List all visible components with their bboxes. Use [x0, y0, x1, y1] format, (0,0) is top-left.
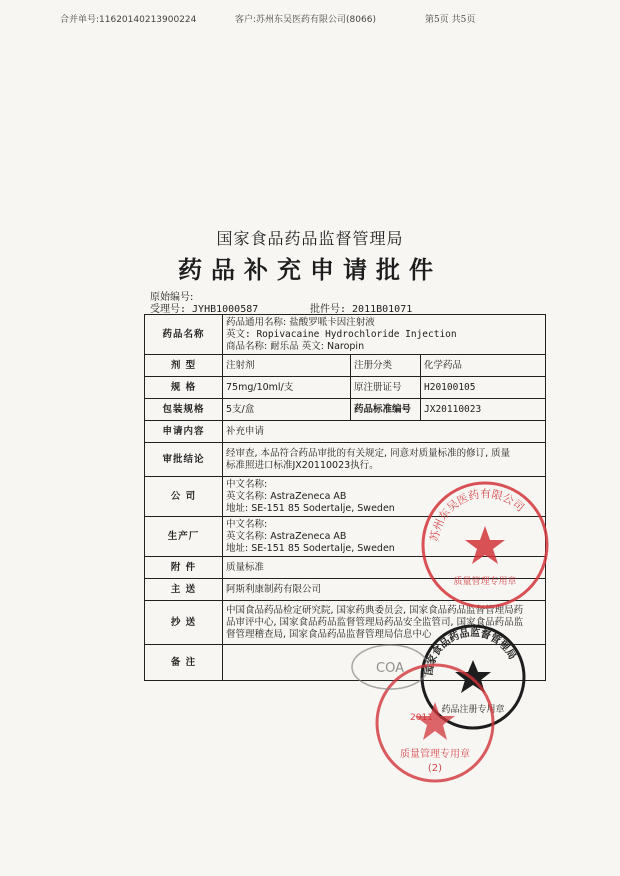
cc-line-1: 中国食品药品检定研究院, 国家药典委员会, 国家食品药品监督管理局药 [226, 604, 524, 616]
document-title: 药品补充申请批件 [178, 256, 442, 284]
agency-name: 国家食品药品监督管理局 [216, 229, 404, 248]
trade-name: 商品名称: 耐乐品 英文: Naropin [226, 340, 365, 352]
dosage-label: 剂 型 [145, 355, 223, 377]
cc-label: 抄 送 [145, 601, 223, 645]
manufacturer-label: 生产厂 [145, 517, 223, 557]
row-drug-name [145, 315, 546, 355]
dosage-value: 注射剂 [223, 355, 351, 377]
spec-value: 75mg/10ml/支 [223, 377, 351, 399]
customer-name: 客户:苏州东吴医药有限公司(8066) [235, 15, 376, 25]
conclusion-line-1: 经审查, 本品符合药品审批的有关规定, 同意对质量标准的修订, 质量 [226, 447, 511, 459]
cc-line-2: 品审评中心, 国家食品药品监督管理局药品安全监管司, 国家食品药品监 [226, 616, 524, 628]
seal-star-icon [465, 526, 505, 564]
conclusion-label: 审批结论 [145, 443, 223, 477]
manufacturer-address: 地址: SE-151 85 Sodertalje, Sweden [226, 542, 395, 554]
svg-text:苏州东吴医药有限公司 [427, 487, 527, 543]
reg-class-label: 注册分类 [351, 355, 421, 377]
package-label: 包装规格 [145, 399, 223, 421]
reg-class-value: 化学药品 [421, 355, 546, 377]
orig-reg-value: H20100105 [421, 377, 546, 399]
page-info: 第5页 共5页 [425, 15, 476, 25]
row-dosage [145, 355, 546, 377]
company-address: 地址: SE-151 85 Sodertalje, Sweden [226, 502, 395, 514]
apply-value: 补充申请 [223, 421, 546, 443]
standard-no-label: 药品标准编号 [351, 399, 421, 421]
drug-name-label: 药品名称 [145, 315, 223, 355]
original-number-label: 原始编号: [150, 292, 194, 303]
row-conclusion [145, 443, 546, 477]
manufacturer-cn-name: 中文名称: [226, 518, 268, 530]
cc-line-3: 督管理稽查局, 国家食品药品监督管理局信息中心 [226, 628, 432, 640]
remark-label: 备 注 [145, 645, 223, 681]
company-label: 公 司 [145, 477, 223, 517]
recipient-value: 阿斯利康制药有限公司 [223, 579, 546, 601]
sfda-seal-text: 国家食品药品监督管理局 [423, 627, 518, 677]
conclusion-line-2: 标准照进口标准JX20110023执行。 [226, 459, 379, 471]
english-name: 英文: Ropivacaine Hydrochloride Injection [226, 328, 457, 340]
company-seal-text: 苏州东吴医药有限公司 [427, 487, 527, 543]
accept-number: 受理号: JYHB1000587 [150, 304, 259, 315]
merge-number: 合并单号:11620140213900224 [60, 15, 197, 25]
seal-date: 2011 [410, 713, 433, 723]
company-seal [418, 478, 553, 613]
apply-label: 申请内容 [145, 421, 223, 443]
row-package [145, 399, 546, 421]
coa-stamp [348, 640, 432, 694]
manufacturer-en-name: 英文名称: AstraZeneca AB [226, 530, 347, 542]
attachment-label: 附 件 [145, 557, 223, 579]
company-cn-name: 中文名称: [226, 478, 268, 490]
standard-no-value: JX20110023 [421, 399, 546, 421]
generic-name: 药品通用名称: 盐酸罗哌卡因注射液 [226, 316, 375, 328]
approval-number: 批件号: 2011B01071 [310, 304, 413, 315]
recipient-label: 主 送 [145, 579, 223, 601]
package-value: 5支/盒 [223, 399, 351, 421]
company-en-name: 英文名称: AstraZeneca AB [226, 490, 347, 502]
row-spec [145, 377, 546, 399]
company-seal-subtext: 质量管理专用章 [453, 577, 517, 587]
quality-seal-number: (2) [427, 763, 443, 774]
sfda-seal-subtext: 药品注册专用章 [441, 705, 505, 715]
coa-label: COA [376, 661, 404, 676]
orig-reg-label: 原注册证号 [351, 377, 421, 399]
attachment-value: 质量标准 [223, 557, 546, 579]
spec-label: 规 格 [145, 377, 223, 399]
row-apply [145, 421, 546, 443]
quality-seal-text: 质量管理专用章 [400, 749, 470, 760]
